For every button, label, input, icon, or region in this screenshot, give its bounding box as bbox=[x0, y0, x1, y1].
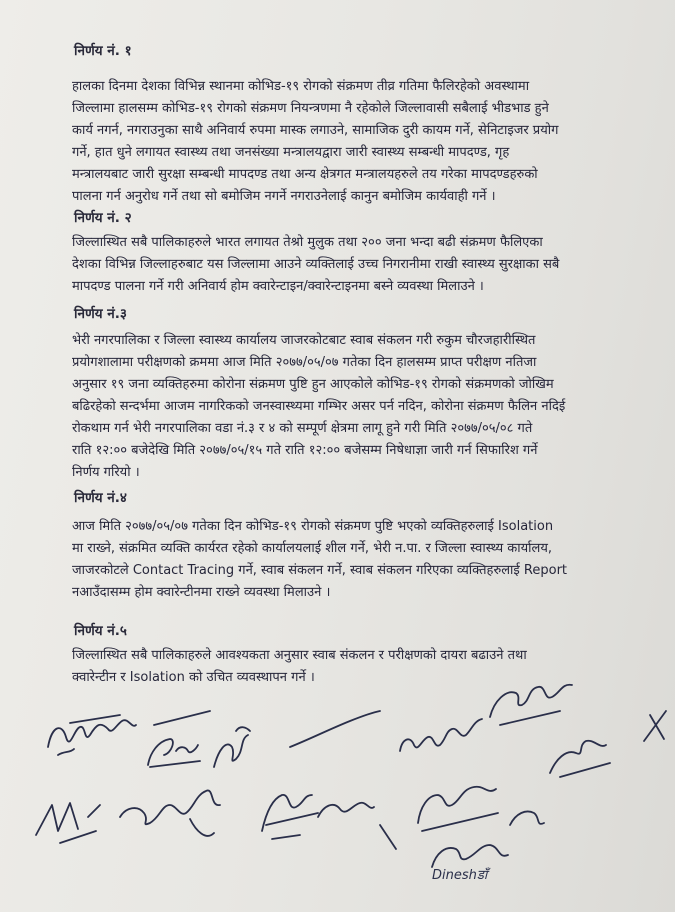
decision-2-line: जिल्लास्थित सबै पालिकाहरुले भारत लगायत तेश्रो मुलुक तथा २०० जना भन्दा बढी संक्रमण फैलिएका bbox=[72, 235, 543, 250]
decision-1-line: पालना गर्न अनुरोध गर्ने तथा सो बमोजिम नगर्ने नगराउनेलाई कानुन बमोजिम कार्यवाही गर्ने । bbox=[72, 189, 496, 204]
signature-5 bbox=[400, 719, 482, 751]
decision-3-line: रोकथाम गर्न भेरी नगरपालिका वडा नं.३ र ४ को सम्पूर्ण क्षेत्रमा लागू हुने गरी मिति २०७७/०५/०८ गते bbox=[72, 421, 533, 436]
signature-11 bbox=[262, 795, 318, 839]
signature-8 bbox=[644, 711, 666, 741]
signature-12 bbox=[318, 803, 396, 849]
decision-4-line: मा राख्ने, संक्रमित व्यक्ति कार्यरत रहेको कार्यालयलाई शील गर्ने, भेरी न.पा. र जिल्ला स्वास्थ्य कार्यालय, bbox=[72, 541, 553, 556]
decision-4-line: आज मिति २०७७/०५/०७ गतेका दिन कोभिड-१९ रोगको संक्रमण पुष्टि भएको व्यक्तिहरुलाई Isolation bbox=[72, 519, 554, 534]
signature-6 bbox=[490, 685, 572, 725]
decision-4-line: नआउँदासम्म होम क्वारेन्टीनमा राख्ने व्यवस्था मिलाउने । bbox=[72, 585, 331, 600]
decision-3-line: अनुसार १९ जना व्यक्तिहरुमा कोरोना संक्रमण पुष्टि हुन आएकोले कोभिड-१९ रोगको संक्रमणको जोखिम bbox=[72, 377, 554, 392]
decision-2-text bbox=[72, 232, 668, 298]
signature-13 bbox=[418, 787, 498, 831]
decision-5-line: क्वारेन्टीन र Isolation को उचित व्यवस्थापन गर्ने । bbox=[72, 670, 315, 685]
decision-1-line: जिल्लामा हालसम्म कोभिड-१९ रोगको संक्रमण नियन्त्रणमा नै रहेकोले जिल्लावासी सबैलाई भीडभाड हुने bbox=[72, 101, 549, 116]
decision-3-line: प्रयोगशालामा परीक्षणको क्रममा आज मिति २०७७/०५/०७ गतेका दिन हालसम्म प्राप्त परीक्षण नतिजा bbox=[72, 355, 537, 370]
decision-4-heading: निर्णय नं.४ bbox=[74, 490, 127, 506]
decision-4-text bbox=[72, 516, 668, 604]
decision-1-line: कार्य नगर्न, नगराउनुका साथै अनिवार्य रुपमा मास्क लगाउने, सामाजिक दुरी कायम गर्ने, सेनिटाइजर प्रयोग bbox=[72, 123, 559, 138]
decision-2-line: देशका विभिन्न जिल्लाहरुबाट यस जिल्लामा आउने व्यक्तिलाई उच्च निगरानीमा राखी स्वास्थ्य सुरक्षाका सबै bbox=[72, 257, 560, 272]
decision-3-line: राति १२:०० बजेदेखि मिति २०७७/०५/१५ गते राति १२:०० बजेसम्म निषेधाज्ञा जारी गर्न सिफारिश गर्ने bbox=[72, 443, 538, 458]
decision-2-heading: निर्णय नं. २ bbox=[74, 210, 132, 226]
signature-1 bbox=[48, 715, 136, 755]
signature-4 bbox=[290, 711, 380, 747]
signature-14 bbox=[432, 845, 508, 867]
signatures-area bbox=[0, 655, 675, 912]
decision-3-line: भेरी नगरपालिका र जिल्ला स्वास्थ्य कार्यालय जाजरकोटबाट स्वाब संकलन गरी रुकुम चौरजहारीस्थित bbox=[72, 333, 536, 348]
decision-1-line: गर्ने, हात धुने लगायत स्वास्थ्य तथा जनसंख्या मन्त्रालयद्वारा जारी स्वास्थ्य सम्बन्धी मापदण्ड, गृह bbox=[72, 145, 510, 160]
decision-1-heading: निर्णय नं. १ bbox=[74, 43, 132, 59]
decision-3-text bbox=[72, 330, 668, 484]
signature-9 bbox=[36, 803, 100, 843]
decision-1-text bbox=[72, 76, 668, 208]
decision-3-line: निर्णय गरियो । bbox=[72, 465, 140, 480]
signature-2 bbox=[148, 711, 210, 767]
signature-handwritten-text: Dineshडाँ bbox=[432, 868, 488, 883]
decision-3-line: बढिरहेको सन्दर्भमा आजम नागरिकको जनस्वास्थ्यमा गम्भिर असर पर्न नदिन, कोरोना संक्रमण फैलिन नदिई bbox=[72, 399, 566, 414]
decision-3-heading: निर्णय नं.३ bbox=[74, 306, 127, 322]
decision-5-heading: निर्णय नं.५ bbox=[74, 623, 127, 639]
decision-4-line: जाजरकोटले Contact Tracing गर्ने, स्वाब संकलन गर्ने, स्वाब संकलन गरिएका व्यक्तिहरुलाई Report bbox=[72, 563, 568, 578]
decision-5-line: जिल्लास्थित सबै पालिकाहरुले आवश्यकता अनुसार स्वाब संकलन र परीक्षणको दायरा बढाउने तथा bbox=[72, 648, 527, 663]
decision-2-line: मापदण्ड पालना गर्ने गरी अनिवार्य होम क्वारेन्टाइन/क्वारेन्टाइनमा बस्ने व्यवस्था मिलाउने । bbox=[72, 279, 484, 294]
signature-10 bbox=[120, 790, 220, 835]
decision-1-line: मन्त्रालयबाट जारी सुरक्षा सम्बन्धी मापदण्ड तथा अन्य क्षेत्रगत मन्त्रालयहरुले तय गरेका मापदण्डहरुको bbox=[72, 167, 538, 182]
signature-3 bbox=[214, 727, 250, 767]
decision-1-line: हालका दिनमा देशका विभिन्न स्थानमा कोभिड-१९ रोगको संक्रमण तीव्र गतिमा फैलिरहेको अवस्थामा bbox=[72, 79, 530, 94]
signature-7 bbox=[550, 741, 610, 777]
signature-15 bbox=[510, 812, 544, 826]
